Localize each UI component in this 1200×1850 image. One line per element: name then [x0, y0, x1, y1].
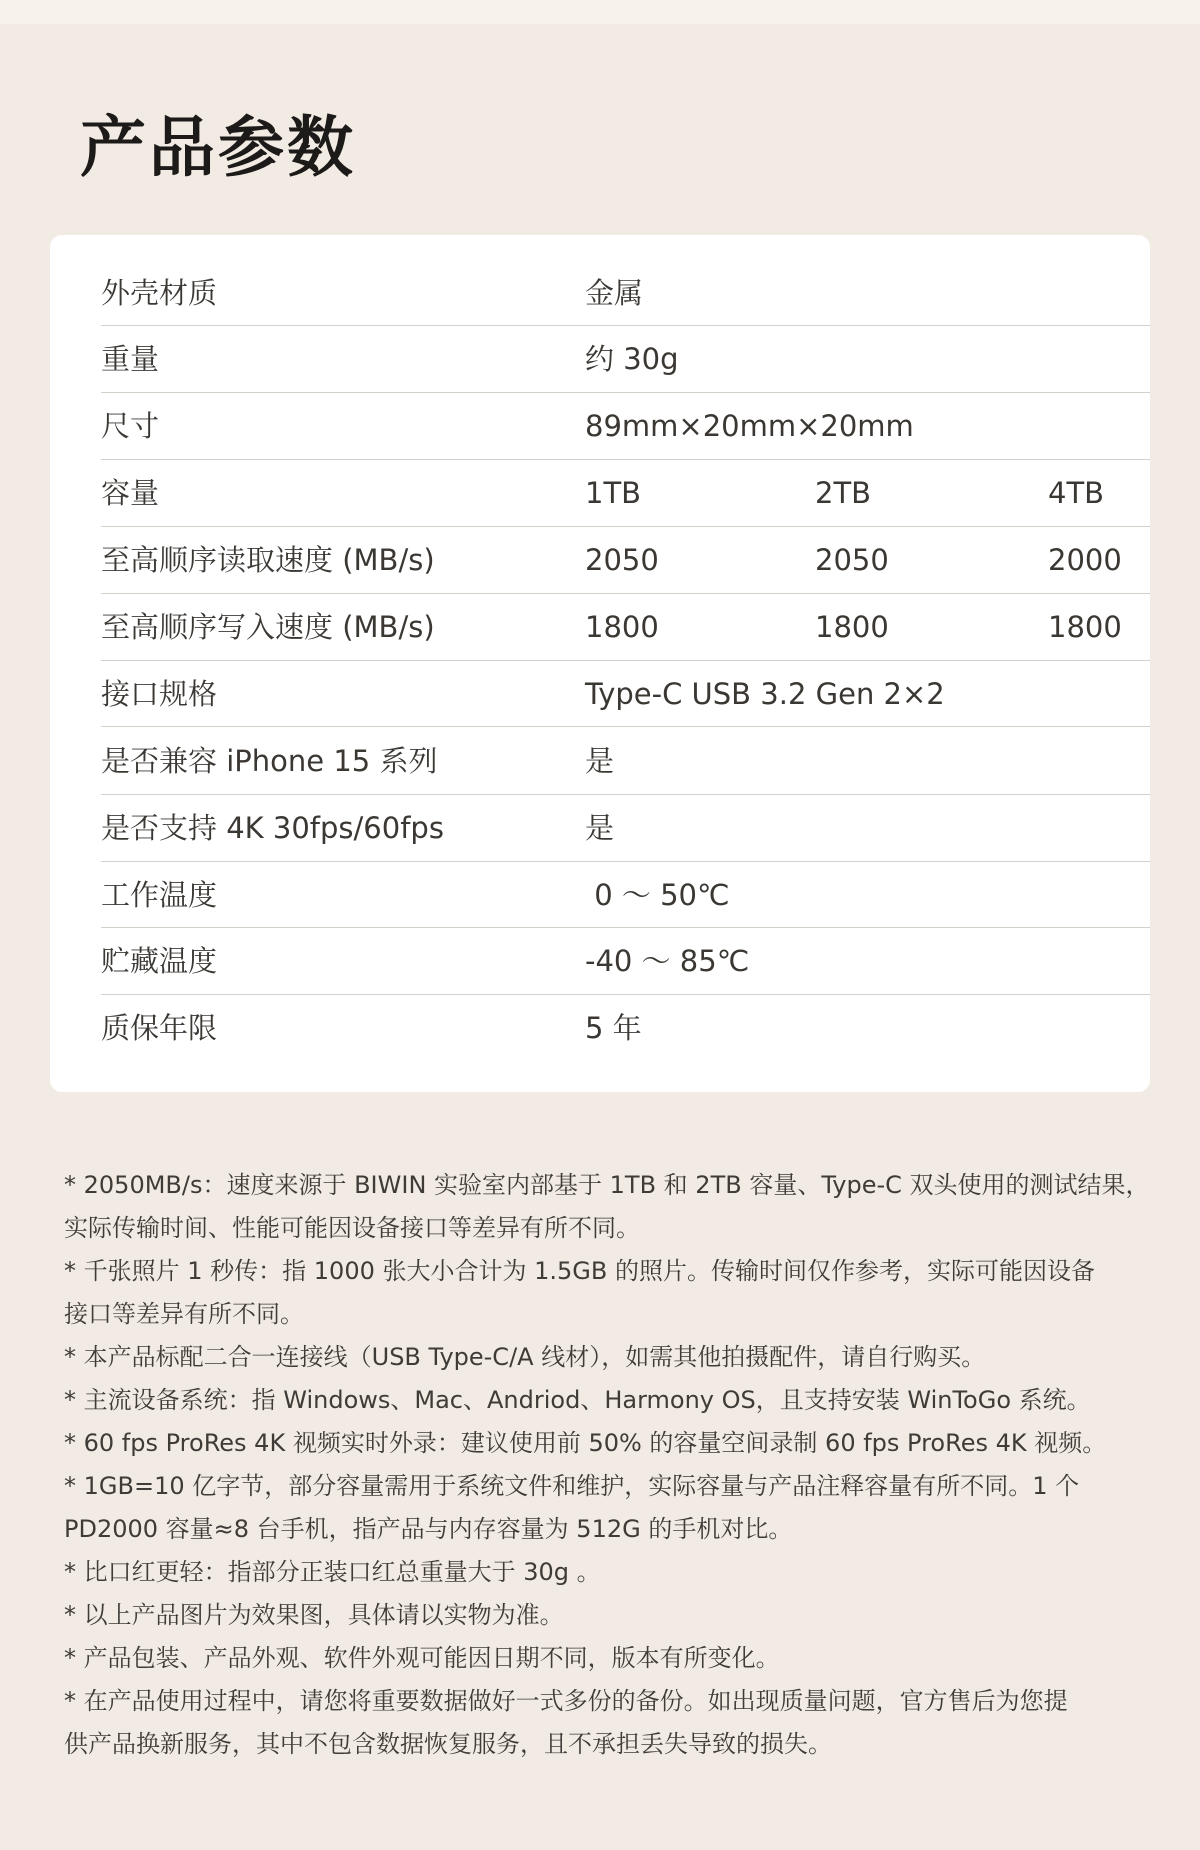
spec-row-material	[101, 260, 1150, 326]
spec-value: 是	[585, 744, 615, 778]
spec-value: -40 ～ 85℃	[585, 944, 750, 978]
spec-value-3: 4TB	[1048, 476, 1105, 510]
spec-label: 至高顺序写入速度 (MB/s)	[101, 610, 435, 644]
footnote-line: * 产品包装、产品外观、软件外观可能因日期不同，版本有所变化。	[64, 1644, 780, 1672]
spec-row-iphone-compat	[101, 727, 1150, 795]
footnote-line: 接口等差异有所不同。	[64, 1300, 304, 1328]
spec-row-operating-temp	[101, 862, 1150, 928]
spec-row-capacity	[101, 460, 1150, 527]
footnote-line: * 1GB=10 亿字节，部分容量需用于系统文件和维护，实际容量与产品注释容量有所不同。1 个	[64, 1472, 1080, 1500]
spec-value-3: 2000	[1048, 543, 1122, 577]
footnote-line: * 以上产品图片为效果图，具体请以实物为准。	[64, 1601, 564, 1629]
spec-row-read-speed	[101, 527, 1150, 594]
footnote-line: * 2050MB/s：速度来源于 BIWIN 实验室内部基于 1TB 和 2TB 容量、Type-C 双头使用的测试结果，	[64, 1171, 1150, 1199]
footnote-line: 实际传输时间、性能可能因设备接口等差异有所不同。	[64, 1214, 640, 1242]
spec-value: 是	[585, 811, 615, 845]
footnote-line: * 千张照片 1 秒传：指 1000 张大小合计为 1.5GB 的照片。传输时间仅作参考，实际可能因设备	[64, 1257, 1095, 1285]
spec-label: 重量	[101, 342, 160, 376]
footnote-line: PD2000 容量≈8 台手机，指产品与内存容量为 512G 的手机对比。	[64, 1515, 793, 1543]
footnote-line: * 主流设备系统：指 Windows、Mac、Andriod、Harmony OS，且支持安装 WinToGo 系统。	[64, 1386, 1091, 1414]
spec-row-size	[101, 393, 1150, 460]
spec-row-video-support	[101, 795, 1150, 862]
spec-row-storage-temp	[101, 928, 1150, 995]
spec-value-2: 1800	[815, 610, 889, 644]
spec-value-1: 2050	[585, 543, 659, 577]
spec-label: 贮藏温度	[101, 944, 218, 978]
spec-label: 尺寸	[101, 409, 160, 443]
footnote-line: * 本产品标配二合一连接线（USB Type-C/A 线材），如需其他拍摄配件，请自行购买。	[64, 1343, 986, 1371]
spec-table	[50, 235, 1150, 1092]
spec-label: 至高顺序读取速度 (MB/s)	[101, 543, 435, 577]
spec-value: 0 ～ 50℃	[585, 878, 730, 912]
top-band	[0, 0, 1200, 24]
spec-label: 接口规格	[101, 677, 218, 711]
spec-value-3: 1800	[1048, 610, 1122, 644]
spec-row-weight	[101, 326, 1150, 393]
spec-label: 质保年限	[101, 1011, 218, 1045]
spec-value: 5 年	[585, 1011, 642, 1045]
page-title: 产品参数	[80, 109, 356, 186]
spec-label: 外壳材质	[101, 276, 218, 310]
spec-value: Type-C USB 3.2 Gen 2×2	[585, 677, 945, 711]
footnotes	[64, 1164, 1184, 1766]
spec-value: 约 30g	[585, 342, 679, 376]
spec-label: 工作温度	[101, 878, 218, 912]
spec-row-interface	[101, 661, 1150, 727]
spec-value: 89mm×20mm×20mm	[585, 409, 914, 443]
spec-value-2: 2050	[815, 543, 889, 577]
spec-label: 是否兼容 iPhone 15 系列	[101, 744, 438, 778]
footnote-line: 供产品换新服务，其中不包含数据恢复服务，且不承担丢失导致的损失。	[64, 1730, 832, 1758]
spec-value-1: 1800	[585, 610, 659, 644]
footnote-line: * 在产品使用过程中，请您将重要数据做好一式多份的备份。如出现质量问题，官方售后为您提	[64, 1687, 1068, 1715]
footnote-line: * 比口红更轻：指部分正装口红总重量大于 30g 。	[64, 1558, 601, 1586]
spec-label: 是否支持 4K 30fps/60fps	[101, 811, 444, 845]
spec-value: 金属	[585, 276, 644, 310]
spec-value-2: 2TB	[815, 476, 872, 510]
spec-value-1: 1TB	[585, 476, 642, 510]
spec-row-write-speed	[101, 594, 1150, 661]
footnote-line: * 60 fps ProRes 4K 视频实时外录：建议使用前 50% 的容量空间录制 60 fps ProRes 4K 视频。	[64, 1429, 1107, 1457]
spec-row-warranty	[101, 995, 1150, 1062]
spec-label: 容量	[101, 476, 160, 510]
